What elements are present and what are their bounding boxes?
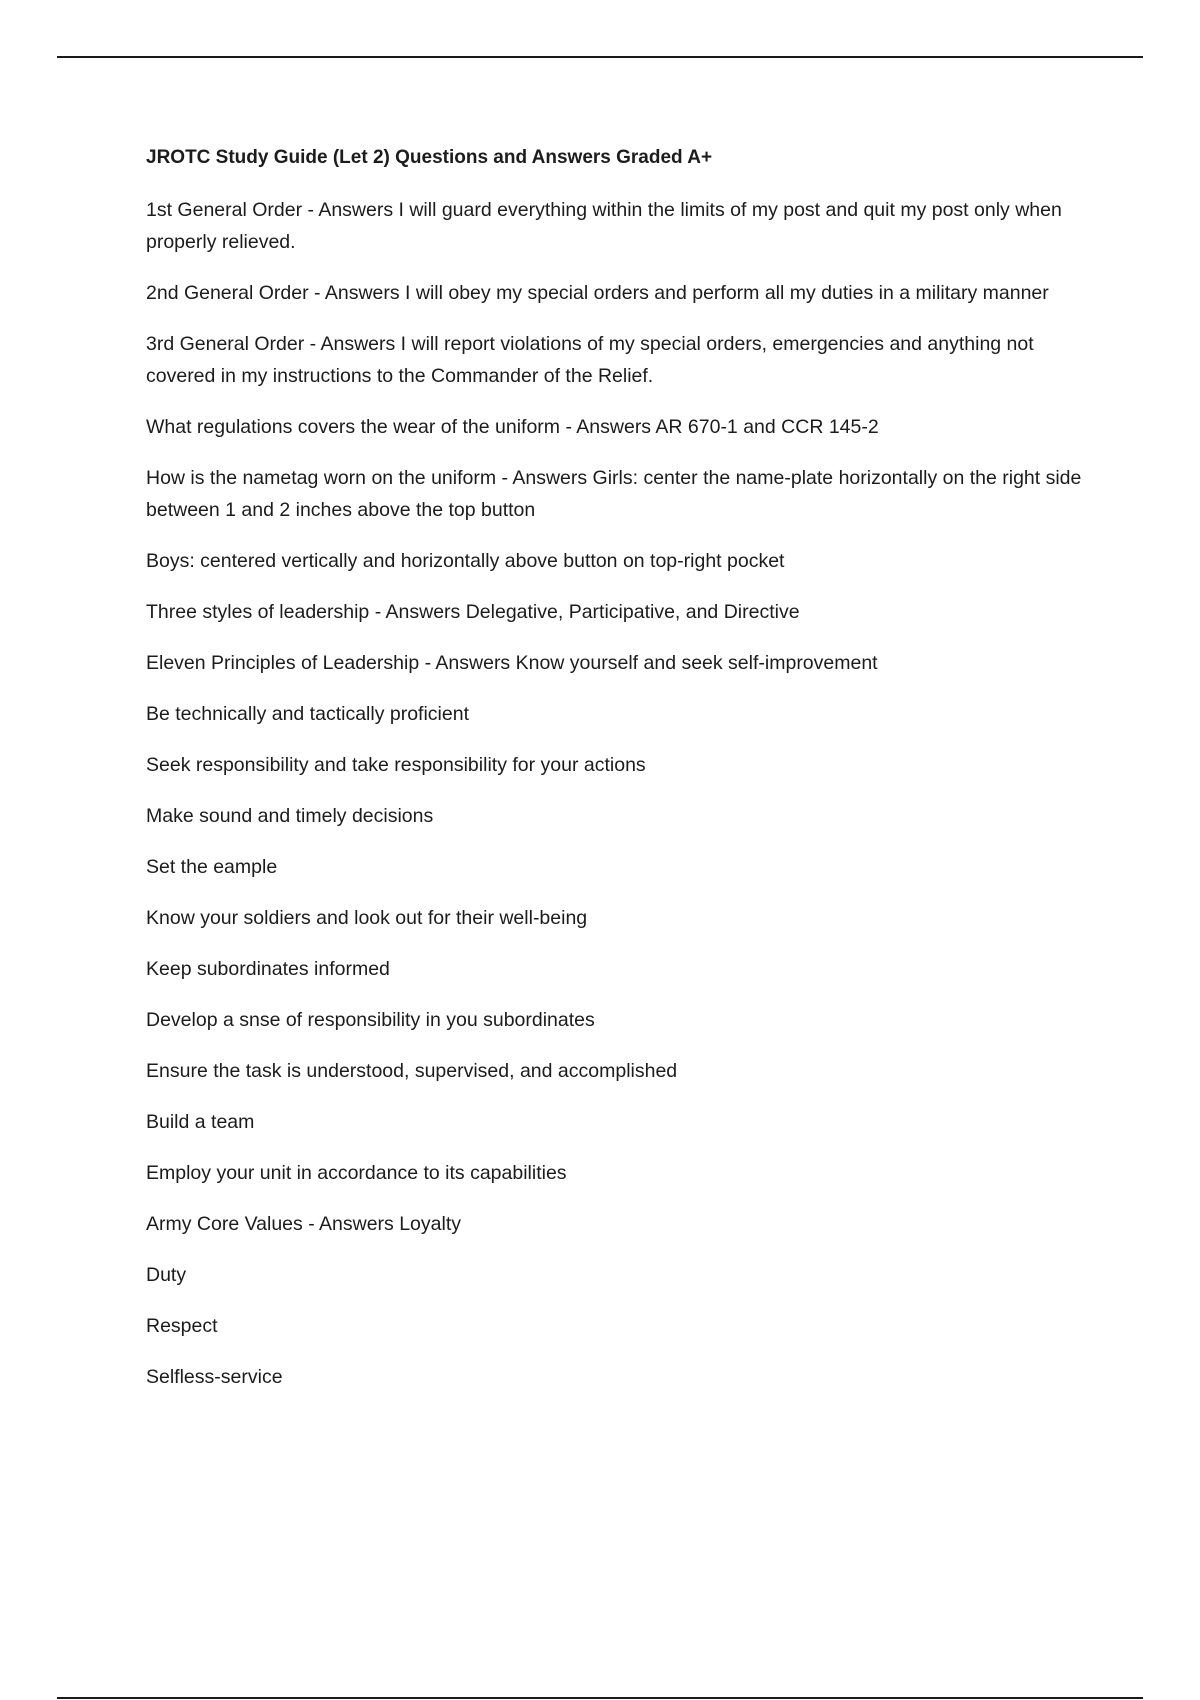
study-entry: Army Core Values - Answers Loyalty <box>146 1213 461 1235</box>
page-bottom-rule <box>57 1697 1143 1699</box>
study-entry: Respect <box>146 1315 218 1337</box>
study-entry: Seek responsibility and take responsibility for your actions <box>146 754 646 776</box>
study-entry: 2nd General Order - Answers I will obey my special orders and perform all my duties in a military manner <box>146 282 1049 304</box>
study-entry: 3rd General Order - Answers I will report violations of my special orders, emergencies and anything not covered in my instructions to the Commander of the Relief. <box>146 333 1034 387</box>
study-entry: How is the nametag worn on the uniform - Answers Girls: center the name-plate horizontally on the right side between 1 and 2 inches above the top button <box>146 467 1082 521</box>
study-entry: Ensure the task is understood, supervised, and accomplished <box>146 1060 678 1082</box>
study-entry: Know your soldiers and look out for their well-being <box>146 907 588 929</box>
study-entry: Develop a snse of responsibility in you subordinates <box>146 1009 595 1031</box>
study-entry: Make sound and timely decisions <box>146 805 434 827</box>
study-entry: Set the eample <box>146 856 278 878</box>
study-entry: Boys: centered vertically and horizontally above button on top-right pocket <box>146 550 785 572</box>
study-entry: Keep subordinates informed <box>146 958 390 980</box>
document-body <box>146 143 1086 1412</box>
document-title: JROTC Study Guide (Let 2) Questions and Answers Graded A+ <box>146 147 713 168</box>
page-top-rule <box>57 56 1143 58</box>
study-entry: Be technically and tactically proficient <box>146 703 469 725</box>
study-entry: Eleven Principles of Leadership - Answers Know yourself and seek self-improvement <box>146 652 878 674</box>
study-entry: What regulations covers the wear of the uniform - Answers AR 670-1 and CCR 145-2 <box>146 416 879 438</box>
study-entry: Selfless-service <box>146 1366 283 1388</box>
study-entry: 1st General Order - Answers I will guard everything within the limits of my post and quit my post only when properly relieved. <box>146 199 1062 253</box>
study-entry: Build a team <box>146 1111 255 1133</box>
study-entry: Duty <box>146 1264 187 1286</box>
study-entry: Three styles of leadership - Answers Delegative, Participative, and Directive <box>146 601 800 623</box>
study-entry: Employ your unit in accordance to its capabilities <box>146 1162 567 1184</box>
